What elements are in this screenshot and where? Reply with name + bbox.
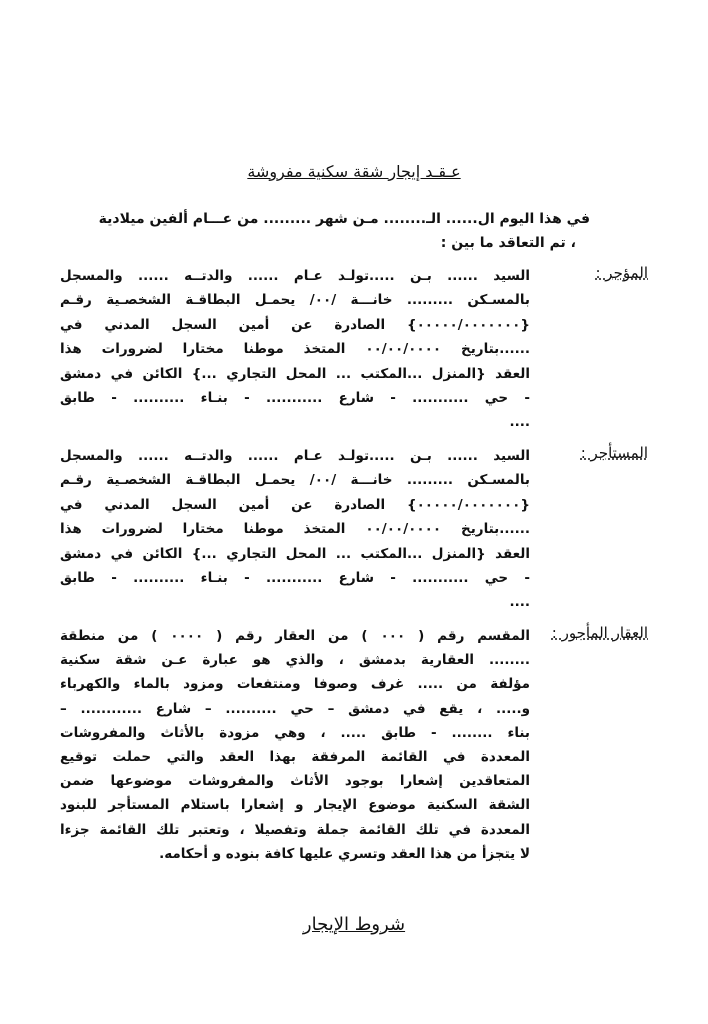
text-line: لا يتجزأ من هذا العقد وتسري عليها كافة بنوده و أحكامه. [159,845,530,862]
text-line: الشقة السكنية موضوع الإيجار و إشعارا باستلام المستأجر للبنود [60,797,530,814]
leased-property-label: العقار المأجور : [551,624,648,642]
text-line: السيد ...... بـن .....تولـد عـام ...... والدتــه ...... والمسجل [60,448,530,464]
text-line: {٠٠٠٠٠/٠٠٠٠٠٠٠} الصادرة عن أمين السجل المدني في [60,496,530,513]
text-line: ......بتاريخ ٠٠/٠٠/٠٠٠٠ المتخذ موطنا مختارا لضرورات هذا [60,341,530,358]
lease-terms-heading: شروط الإيجار [302,914,406,935]
text-line: .... [509,594,530,611]
text-line: ........ العقارية بدمشق ، والذي هو عبارة عـن شقة سكنية [60,652,530,669]
tenant-details [60,444,530,615]
text-line: - حي ........... - شارع ........... - بنـاء .......... - طابق [60,570,530,587]
tenant-label: المستأجر : [580,444,648,462]
text-line: مؤلفة من ..... غرف وصوفا ومنتفعات ومزود بالماء والكهرباء [60,676,530,693]
text-line: - حي ........... - شارع ........... - بنـاء .......... - طابق [60,390,530,407]
text-line: المقسم رقم ( ٠٠٠ ) من العقار رقم ( ٠٠٠٠ ) من منطقة [60,628,530,644]
document-title: عـقـد إيجار شقة سكنية مفروشة [247,162,461,181]
intro-line: في هذا اليوم ال...... الـ........ مـن شهر ......... من عـــام ألفين ميلادية [98,211,590,227]
text-line: المعددة في القائمة المرفقة بهذا العقد والتي حملت توقيع [60,749,530,766]
text-line: .... [509,414,530,431]
text-line: العقد {المنزل ...المكتب ... المحل التجاري ...} الكائن في دمشق [60,365,530,382]
landlord-label: المؤجر : [595,264,648,282]
text-line: و..... ، يقع في دمشق – حي .......... – شارع ............ – [60,700,530,717]
text-line: المتعاقدين إشعارا بوجود الأثاث والمفروشات موضوعها ضمن [60,773,530,790]
text-line: السيد ...... بـن .....تولـد عـام ...... والدتــه ...... والمسجل [60,268,530,284]
text-line: ......بتاريخ ٠٠/٠٠/٠٠٠٠ المتخذ موطنا مختارا لضرورات هذا [60,521,530,538]
leased-property-details [60,624,530,866]
text-line: العقد {المنزل ...المكتب ... المحل التجاري ...} الكائن في دمشق [60,545,530,562]
intro-paragraph [70,207,590,255]
landlord-details [60,264,530,435]
text-line: بالمسـكن ......... خانـــة /٠٠/ يحمـل البطاقـة الشخصـية رقـم [60,292,530,309]
text-line: بناء ........ - طابق ..... ، وهي مزودة بالأثاث والمفروشات [60,724,530,741]
text-line: المعددة في تلك القائمة جملة وتفصيلا ، وتعتبر تلك القائمة جزءا [60,821,530,838]
intro-line: ، تم التعاقد ما بين : [440,235,576,251]
text-line: بالمسـكن ......... خانـــة /٠٠/ يحمـل البطاقـة الشخصـية رقـم [60,472,530,489]
text-line: {٠٠٠٠٠/٠٠٠٠٠٠٠} الصادرة عن أمين السجل المدني في [60,316,530,333]
